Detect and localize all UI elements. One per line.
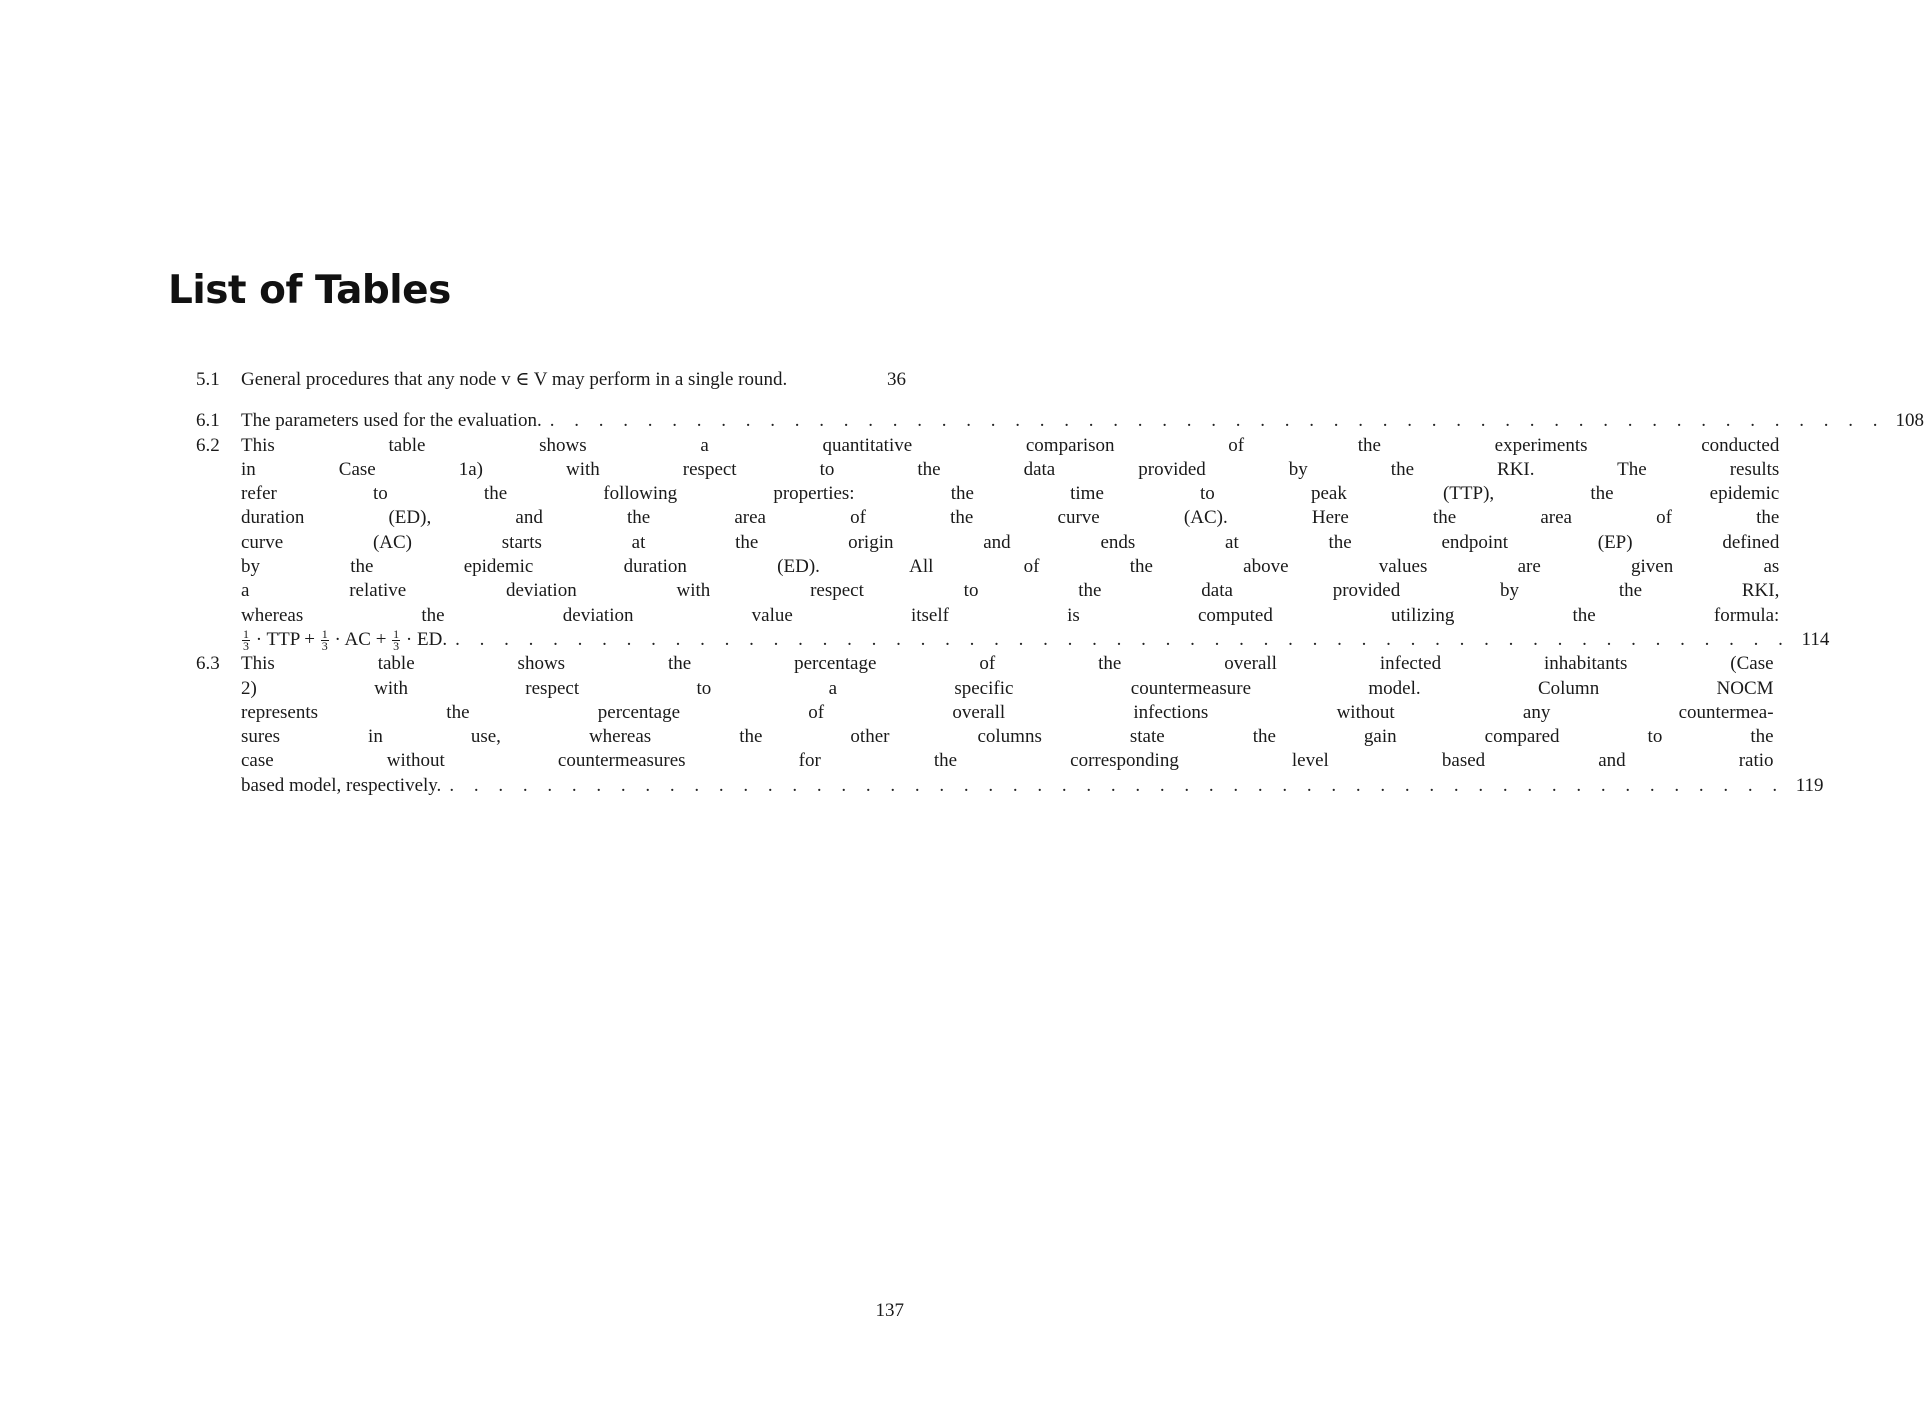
caption-line: This table shows the percentage of the overall infected inhabitants (Case <box>241 653 1774 675</box>
lot-entry-6-2[interactable] <box>196 434 1830 654</box>
dot-leader: . . . . . . . . . . . . . . . . . . . . . . . . . . . . . . . . . . . . . . . . . . . . . . . . . . . . . . . <box>549 410 1885 432</box>
entry-caption: The parameters used for the evaluation. <box>241 410 542 432</box>
dot-leader: . . . . . . . . . . . . . . . . . . . . . . . . . . . . . . . . . . . . . . . . . . . . . . . . . . . . . . . <box>449 774 1785 796</box>
entry-caption: based model, respectively. <box>241 774 442 796</box>
dot-leader: . . . . . . . . . . . . . . . . . . . . . . . . . . . . . . . . . . . . . . . . . . . . . . . . . . . . . . . <box>455 628 1791 650</box>
caption-line: in Case 1a) with respect to the data provided by the RKI. The results <box>241 458 1780 480</box>
lot-entry-6-3[interactable] <box>196 652 1824 798</box>
lot-group-chapter-5 <box>196 368 906 392</box>
lot-entry-6-1[interactable] <box>196 409 1924 433</box>
caption-line: case without countermeasures for the corresponding level based and ratio <box>241 750 1774 772</box>
lot-entry-5-1[interactable] <box>196 368 906 392</box>
entry-page-number: 108 <box>1895 410 1924 432</box>
entry-number: 6.1 <box>196 410 220 432</box>
caption-line: a relative deviation with respect to the data provided by the RKI, <box>241 580 1780 602</box>
formula-line <box>241 628 1829 652</box>
caption-line: duration (ED), and the area of the curve (AC). Here the area of the <box>241 507 1780 529</box>
caption-line: represents the percentage of overall infections without any countermea- <box>241 701 1774 723</box>
fraction-one-third: $\frac{1}{3}$ <box>243 627 249 654</box>
entry-number: 6.3 <box>196 653 220 675</box>
caption-line: curve (AC) starts at the origin and ends at the endpoint (EP) defined <box>241 531 1780 553</box>
entry-page-number: 119 <box>1795 774 1824 796</box>
chapter-heading: List of Tables <box>168 268 451 313</box>
fraction-one-third: $\frac{1}{3}$ <box>321 627 328 654</box>
entry-caption: General procedures that any node v ∈ V may perform in a single round. <box>241 369 788 390</box>
caption-line: whereas the deviation value itself is computed utilizing the formula: <box>241 604 1780 626</box>
fraction-one-third: $\frac{1}{3}$ <box>393 627 400 654</box>
caption-line: refer to the following properties: the time to peak (TTP), the epidemic <box>241 483 1780 505</box>
entry-number: 5.1 <box>196 369 220 390</box>
caption-line: 2) with respect to a specific countermeasure model. Column NOCM <box>241 677 1774 699</box>
page-number: 137 <box>875 1300 904 1321</box>
formula-term: · TTP + <box>255 628 316 650</box>
caption-line: sures in use, whereas the other columns state the gain compared to the <box>241 726 1774 748</box>
formula-term: · ED. <box>405 628 448 650</box>
lot-group-chapter-6 <box>196 409 1924 798</box>
list-of-tables <box>196 368 1924 815</box>
caption-line: This table shows a quantitative comparison of the experiments conducted <box>241 434 1780 456</box>
entry-page-number: 114 <box>1801 628 1830 650</box>
formula-term: · AC + <box>334 628 387 650</box>
entry-page-number: 36 <box>887 369 906 390</box>
formula <box>241 628 447 652</box>
entry-number: 6.2 <box>196 434 220 456</box>
caption-line: by the epidemic duration (ED). All of the above values are given as <box>241 556 1780 578</box>
